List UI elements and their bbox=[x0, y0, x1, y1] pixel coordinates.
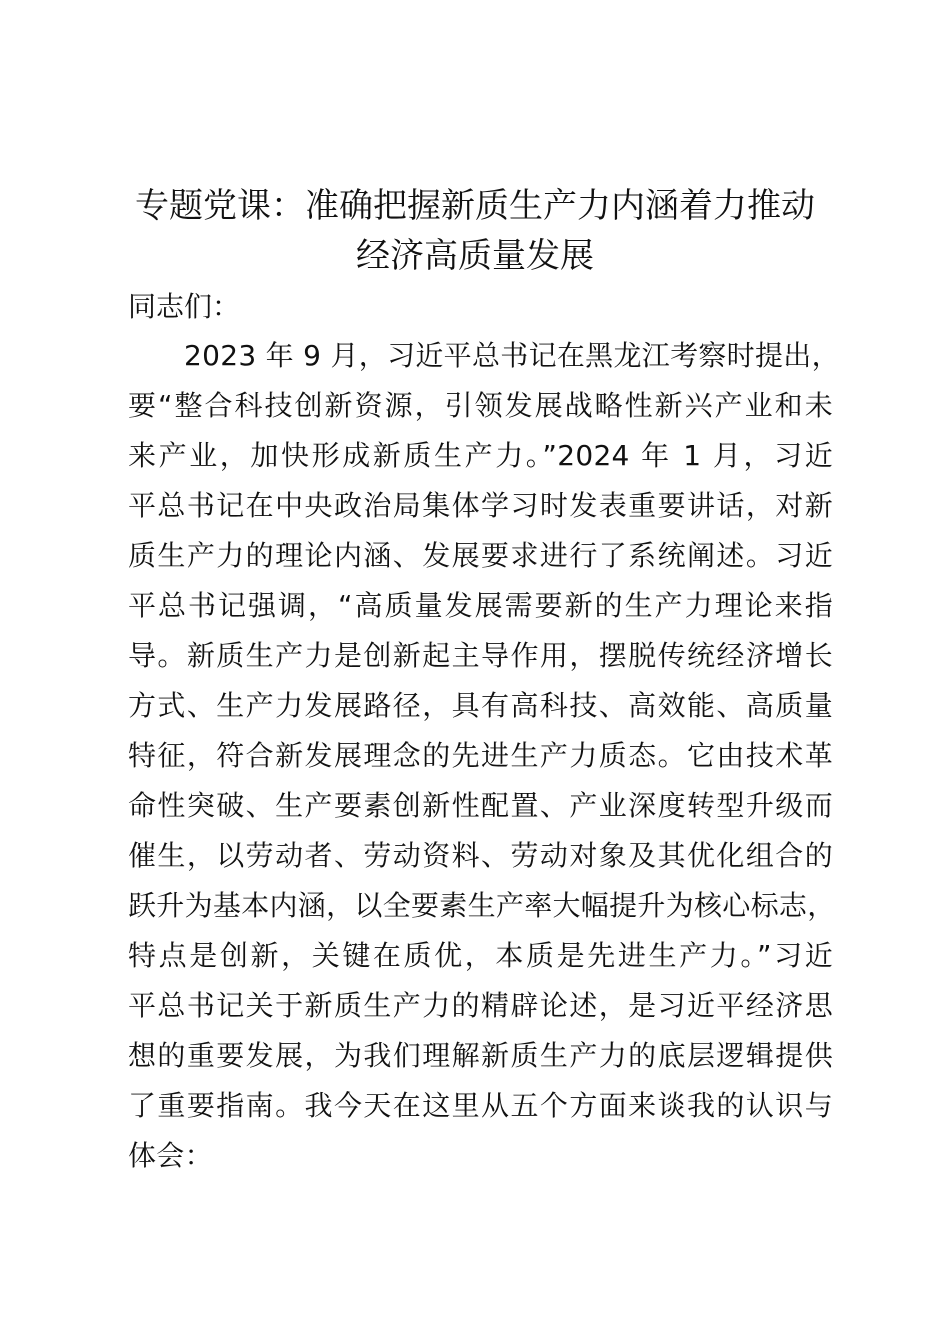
body-line: 导。新质生产力是创新起主导作用，摆脱传统经济增长 bbox=[128, 639, 833, 672]
body-line: 来产业，加快形成新质生产力。”2024 年 1 月，习近 bbox=[128, 439, 833, 472]
salutation: 同志们： bbox=[128, 290, 241, 323]
body-line: 想的重要发展，为我们理解新质生产力的底层逻辑提供 bbox=[128, 1039, 833, 1072]
body-paragraph bbox=[128, 331, 840, 1181]
body-line: 特点是创新，关键在质优，本质是先进生产力。”习近 bbox=[128, 939, 833, 972]
body-line: 2023 年 9 月，习近平总书记在黑龙江考察时提出， bbox=[184, 339, 840, 372]
body-line: 催生，以劳动者、劳动资料、劳动对象及其优化组合的 bbox=[128, 839, 833, 872]
body-line: 了重要指南。我今天在这里从五个方面来谈我的认识与 bbox=[128, 1089, 833, 1122]
body-line: 方式、生产力发展路径，具有高科技、高效能、高质量 bbox=[128, 689, 833, 722]
body-line: 特征，符合新发展理念的先进生产力质态。它由技术革 bbox=[128, 739, 833, 772]
body-line: 质生产力的理论内涵、发展要求进行了系统阐述。习近 bbox=[128, 539, 833, 572]
body-line: 跃升为基本内涵，以全要素生产率大幅提升为核心标志， bbox=[128, 889, 836, 922]
body-line: 体会： bbox=[128, 1139, 213, 1172]
body-line: 平总书记强调，“高质量发展需要新的生产力理论来指 bbox=[128, 589, 833, 622]
body-line: 平总书记关于新质生产力的精辟论述，是习近平经济思 bbox=[128, 989, 833, 1022]
document-title-line-1: 专题党课：准确把握新质生产力内涵着力推动 bbox=[135, 186, 815, 226]
body-line: 命性突破、生产要素创新性配置、产业深度转型升级而 bbox=[128, 789, 833, 822]
document-title-line-2: 经济高质量发展 bbox=[356, 236, 594, 276]
body-line: 平总书记在中央政治局集体学习时发表重要讲话，对新 bbox=[128, 489, 833, 522]
body-line: 要“整合科技创新资源，引领发展战略性新兴产业和未 bbox=[128, 389, 833, 422]
